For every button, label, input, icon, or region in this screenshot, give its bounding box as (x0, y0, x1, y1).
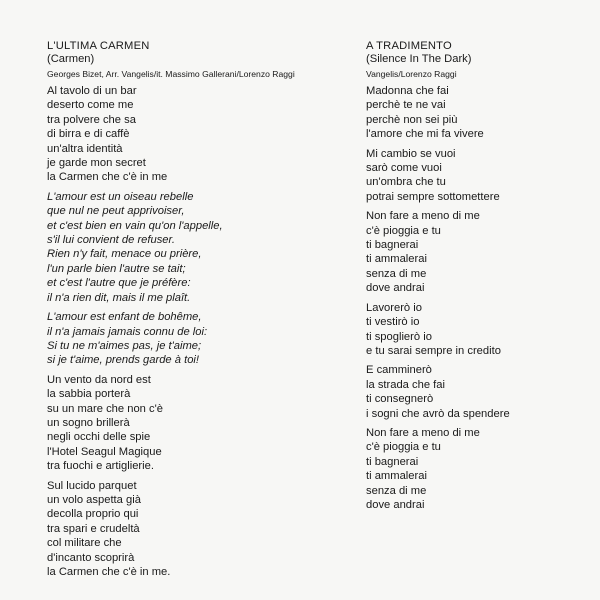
song-title: L'ULTIMA CARMEN (47, 40, 150, 52)
stanza (47, 310, 337, 368)
lyric-line: ti consegnerò (366, 393, 434, 406)
lyric-line: L'amour est un oiseau rebelle (47, 190, 194, 203)
lyric-line: tra spari e crudeltà (47, 522, 140, 535)
lyric-line: un'ombra che tu (366, 176, 446, 189)
lyric-line: sarò come vuoi (366, 162, 442, 175)
song-subtitle: (Carmen) (47, 53, 95, 65)
lyric-line: col militare che (47, 537, 122, 550)
stanza (47, 479, 337, 580)
stanza (47, 373, 337, 474)
lyric-line: decolla proprio qui (47, 508, 139, 521)
stanza (366, 426, 586, 512)
lyric-line: il n'a rien dit, mais il me plaît. (47, 291, 191, 304)
lyric-line: deserto come me (47, 99, 134, 112)
lyric-line: que nul ne peut apprivoiser, (47, 205, 185, 218)
lyric-line: potrai sempre sottomettere (366, 190, 500, 203)
lyric-line: d'incanto scoprirà (47, 551, 135, 564)
lyric-line: senza di me (366, 484, 427, 497)
lyric-line: c'è pioggia e tu (366, 224, 441, 237)
stanza (47, 84, 337, 185)
lyric-line: et c'est bien en vain qu'on l'appelle, (47, 219, 223, 232)
lyric-line: ti bagnerai (366, 455, 419, 468)
left-song-column (47, 40, 337, 584)
lyric-line: ti ammalerai (366, 470, 427, 483)
lyric-line: su un mare che non c'è (47, 402, 163, 415)
lyric-line: Mi cambio se vuoi (366, 147, 456, 160)
lyric-line: L'amour est enfant de bohême, (47, 311, 202, 324)
lyric-line: perchè non sei più (366, 113, 458, 126)
right-song-column (366, 40, 586, 517)
lyrics (366, 84, 586, 512)
lyric-line: l'un parle bien l'autre se tait; (47, 262, 186, 275)
lyric-line: l'amore che mi fa vivere (366, 128, 484, 141)
lyrics (47, 84, 337, 579)
lyric-line: la strada che fai (366, 378, 445, 391)
lyric-line: Un vento da nord est (47, 373, 151, 386)
lyric-line: perchè te ne vai (366, 99, 446, 112)
lyric-line: Si tu ne m'aimes pas, je t'aime; (47, 339, 202, 352)
lyric-line: ti spoglierò io (366, 330, 432, 343)
lyric-line: je garde mon secret (47, 157, 146, 170)
stanza (366, 363, 586, 421)
lyric-line: negli occhi delle spie (47, 431, 151, 444)
stanza (366, 301, 586, 359)
lyric-line: Rien n'y fait, menace ou prière, (47, 248, 202, 261)
lyric-line: dove andrai (366, 498, 425, 511)
lyric-line: la sabbia porterà (47, 388, 131, 401)
lyric-line: Non fare a meno di me (366, 210, 480, 223)
lyric-line: ti vestirò io (366, 316, 420, 329)
lyric-line: la Carmen che c'è in me. (47, 566, 171, 578)
lyric-line: et c'est l'autre que je préfère: (47, 277, 191, 290)
lyric-line: un'altra identità (47, 142, 123, 155)
lyric-line: Al tavolo di un bar (47, 85, 137, 97)
lyric-line: Sul lucido parquet (47, 479, 137, 492)
song-credits: Vangelis/Lorenzo Raggi (366, 69, 457, 79)
lyric-line: un volo aspetta già (47, 493, 141, 506)
lyric-line: e tu sarai sempre in credito (366, 344, 501, 357)
lyric-line: la Carmen che c'è in me (47, 171, 168, 184)
lyric-line: senza di me (366, 267, 427, 280)
lyric-line: i sogni che avrò da spendere (366, 407, 510, 420)
song-credits: Georges Bizet, Arr. Vangelis/it. Massimo Gallerani/Lorenzo Raggi (47, 69, 295, 79)
lyric-line: Madonna che fai (366, 85, 449, 97)
lyric-line: Non fare a meno di me (366, 426, 480, 439)
lyric-line: tra polvere che sa (47, 113, 136, 126)
lyric-line: ti bagnerai (366, 239, 419, 252)
lyric-line: E camminerò (366, 364, 432, 377)
stanza (47, 190, 337, 305)
lyric-line: di birra e di caffè (47, 128, 130, 141)
lyric-line: l'Hotel Seagul Magique (47, 445, 162, 458)
stanza (366, 84, 586, 142)
lyric-line: c'è pioggia e tu (366, 441, 441, 454)
lyric-line: un sogno brillerà (47, 416, 130, 429)
lyric-line: ti ammalerai (366, 253, 427, 266)
lyric-line: tra fuochi e artiglierie. (47, 460, 154, 473)
lyric-line: s'il lui convient de refuser. (47, 234, 175, 247)
stanza (366, 147, 586, 205)
stanza (366, 209, 586, 295)
lyric-line: Lavorerò io (366, 301, 422, 314)
song-title: A TRADIMENTO (366, 40, 452, 52)
song-subtitle: (Silence In The Dark) (366, 53, 472, 65)
lyric-line: si je t'aime, prends garde à toi! (47, 354, 200, 367)
lyric-line: il n'a jamais jamais connu de loi: (47, 325, 208, 338)
lyric-line: dove andrai (366, 282, 425, 295)
